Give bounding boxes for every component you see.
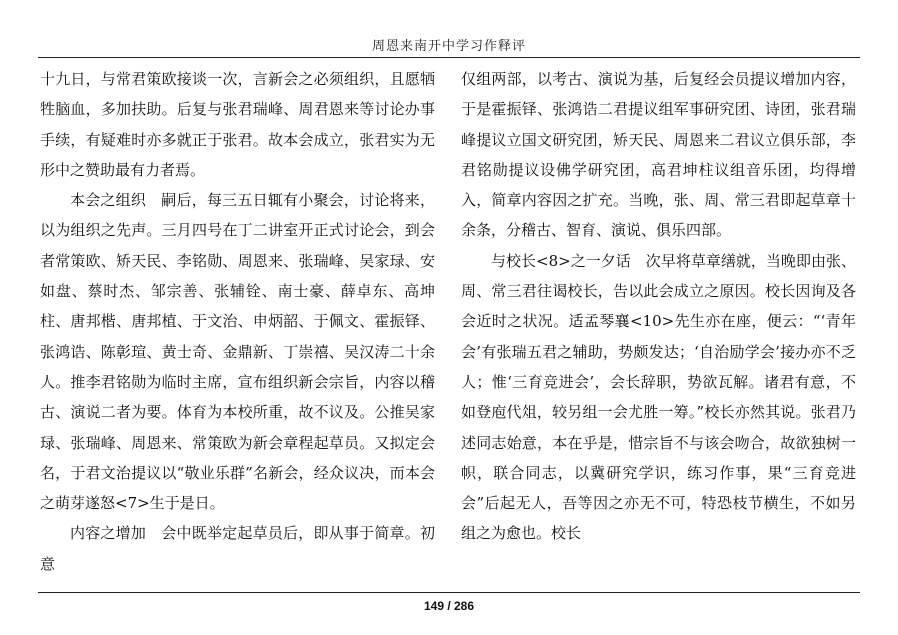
paragraph-principal-talk: 与校长<8>之一夕话 次早将草章缮就，当晚即由张、周、常三君往谒校长，告以此会成立之原因。校长因询及各会近时之状况。适孟琴襄<10>先生亦在座，便云：“‘青年会’有张瑞五君之辅助，势颇发达；‘自治励学会’接办亦不乏人；惟‘三育竞进会’，会长辞职，势欲瓦解。诸君有意，不如登庖代俎，较另组一会尤胜一筹。”校长亦然其说。张君乃述同志始意，本在乎是，惜宗旨不与该会吻合，故欲独树一帜，联合同志，以冀研究学识，练习作事，果“三育竞进会”后起无人，吾等因之亦无不可，特恐枝节横生，不如另组之为愈也。校长	[461, 251, 856, 543]
paragraph-content-increase: 内容之增加 会中既举定起草员后，即从事于简章。初意	[40, 524, 435, 573]
right-text-column	[461, 64, 856, 549]
paragraph-organization: 本会之组织 嗣后，每三五日辄有小聚会，讨论将来，以为组织之先声。三月四号在丁二讲室开正式讨论会，到会者常策欧、矫天民、李铭勋、周恩来、张瑞峰、吴家琭、安如盘、蔡时杰、邹宗善、张辅铨、南士豪、薛卓东、高坤柱、唐邦楷、唐邦植、于文治、申炳韶、于佩文、霍振铎、张鸿诰、陈彰瑄、黄士奇、金鼎新、丁崇禧、吴汉涛二十余人。推李君铭勋为临时主席，宣布组织新会宗旨，内容以稽古、演说二者为要。体育为本校所重，故不议及。公推吴家琭、张瑞峰、周恩来、常策欧为新会章程起草员。又拟定会名，于君文治提议以“敬业乐群”名新会，经众议决，而本会之萌芽遂怒<7>生于是日。	[40, 191, 435, 513]
footer-rule	[38, 592, 860, 593]
page-number: 149 / 286	[423, 599, 475, 613]
paragraph-content-continued: 仅组两部，以考古、演说为基，后复经会员提议增加内容，于是霍振铎、张鸿诰二君提议组军事研究团、诗团，张君瑞峰提议立国文研究团，矫天民、周恩来二君议立俱乐部，李君铭勋提议设佛学研究团，高君坤柱议组音乐团，均得增入，简章内容因之扩充。当晚，张、周、常三君即起草章十余条，分稽古、智育、演说、俱乐四部。	[461, 70, 856, 240]
page-header-title: 周恩来南开中学习作释评	[371, 39, 526, 54]
left-text-column	[40, 64, 435, 579]
paragraph-continuation: 十九日，与常君策欧接谈一次，言新会之必须组织，且愿牺牲脑血，多加扶助。后复与张君瑞峰、周君恩来等讨论办事手续，有疑难时亦多就正于张君。故本会成立，张君实为无形中之赞助最有力者焉。	[40, 70, 435, 179]
header-rule	[38, 57, 860, 58]
